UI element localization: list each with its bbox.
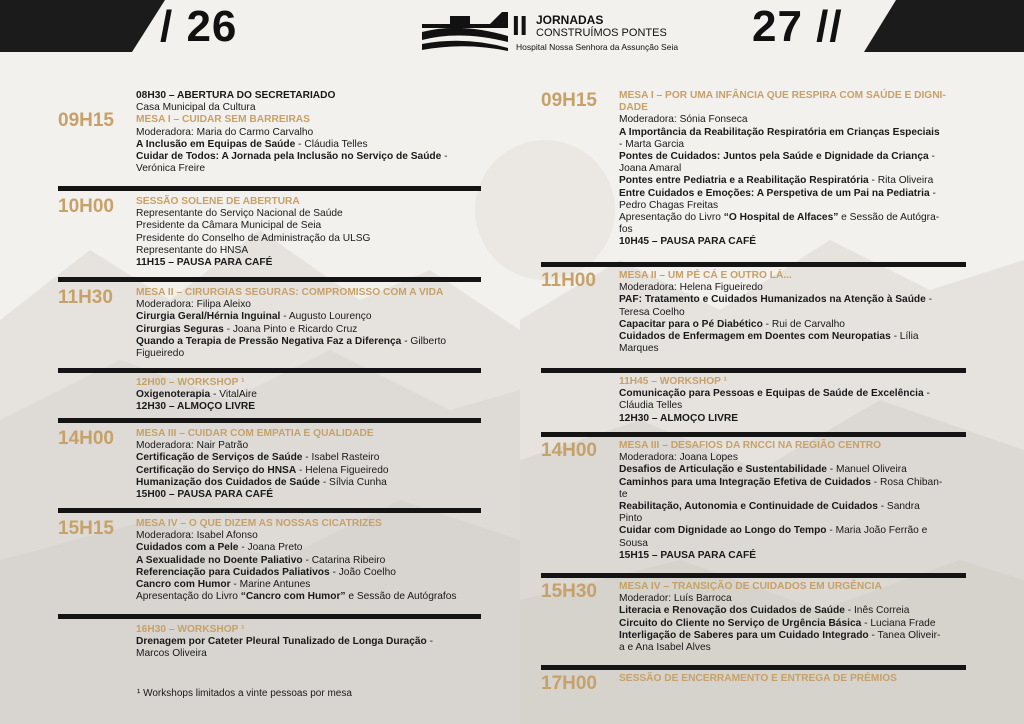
schedule-line: Figueiredo <box>136 348 185 360</box>
schedule-line: 12H00 – WORKSHOP ¹ <box>136 377 245 388</box>
schedule-line <box>136 389 480 401</box>
section-divider <box>541 573 966 578</box>
schedule-line: Moderadora: Helena Figueiredo <box>619 282 763 294</box>
schedule-line: 15H00 – PAUSA PARA CAFÉ <box>136 489 273 501</box>
schedule-line <box>136 477 480 489</box>
session-time: 17H00 <box>541 673 597 694</box>
talk-title: Cuidados de Enfermagem em Doentes com Neuropatias <box>619 331 891 343</box>
schedule-line: Moderadora: Joana Lopes <box>619 452 738 464</box>
schedule-line: Joana Amaral <box>619 163 682 175</box>
talk-speaker: - <box>441 151 448 163</box>
talk-title: A Sexualidade no Doente Paliativo <box>136 554 303 566</box>
session-time: 15H30 <box>541 581 597 602</box>
talk-title: PAF: Tratamento e Cuidados Humanizados na Atenção à Saúde <box>619 294 926 306</box>
event-logo <box>420 6 710 54</box>
talk-speaker: - João Coelho <box>329 566 396 578</box>
session-time: 11H00 <box>541 270 596 291</box>
talk-title: Referenciação para Cuidados Paliativos <box>136 566 330 578</box>
talk-speaker: - Joana Preto <box>238 542 303 554</box>
schedule-line: Verónica Freire <box>136 163 206 175</box>
talk-speaker: - Luciana Frade <box>861 617 936 629</box>
session-lines <box>136 196 480 269</box>
day-right: 27 // <box>752 2 843 51</box>
talk-title: A Importância da Reabilitação Respiratória em Crianças Especiais <box>619 126 940 138</box>
session-lines <box>619 440 965 562</box>
session-lines <box>136 90 480 175</box>
session-lines <box>619 673 965 685</box>
talk-title: Capacitar para o Pé Diabético <box>619 318 763 330</box>
schedule-line: Moderadora: Isabel Afonso <box>136 530 258 542</box>
schedule-line: 16H30 – WORKSHOP ¹ <box>136 624 245 635</box>
talk-title: Reabilitação, Autonomia e Continuidade de Cuidados <box>619 501 878 513</box>
schedule-line: Casa Municipal da Cultura <box>136 102 256 114</box>
talk-speaker: - Catarina Ribeiro <box>302 554 386 566</box>
schedule-line: 08H30 – ABERTURA DO SECRETARIADO <box>136 90 336 101</box>
talk-speaker: e Sessão de Autógrafos <box>345 591 457 603</box>
section-divider <box>58 614 481 619</box>
schedule-line <box>619 464 965 476</box>
talk-title: Cirurgia Geral/Hérnia Inguinal <box>136 311 281 323</box>
footnote: ¹ Workshops limitados a vinte pessoas por mesa <box>137 688 352 699</box>
talk-speaker: - Augusto Lourenço <box>280 311 372 323</box>
talk-speaker: - VitalAire <box>210 389 257 401</box>
header-band-right <box>864 0 1024 52</box>
schedule-line <box>619 127 965 139</box>
session-lines <box>619 581 965 654</box>
schedule-line <box>136 324 480 336</box>
section-divider <box>541 368 966 373</box>
talk-speaker: - Rita Oliveira <box>868 175 934 187</box>
schedule-line: SESSÃO DE ENCERRAMENTO E ENTREGA DE PRÉMIOS <box>619 673 897 684</box>
schedule-line <box>619 501 965 513</box>
session-lines <box>136 428 480 501</box>
talk-speaker: - Isabel Rasteiro <box>302 452 380 464</box>
schedule-line <box>619 630 965 642</box>
talk-title: Literacia e Renovação dos Cuidados de Saúde <box>619 605 845 617</box>
schedule-line: Representante do HNSA <box>136 244 249 256</box>
session-time: 09H15 <box>541 90 597 111</box>
schedule-line <box>136 555 480 567</box>
schedule-line: Representante do Serviço Nacional de Saúde <box>136 208 343 220</box>
schedule-line <box>619 212 965 224</box>
schedule-line: MESA IV – TRANSIÇÃO DE CUIDADOS EM URGÊNCIA <box>619 581 882 592</box>
talk-title: “O Hospital de Alfaces” <box>723 212 839 224</box>
schedule-line <box>136 567 480 579</box>
schedule-line <box>136 336 480 348</box>
schedule-line <box>136 579 480 591</box>
talk-title: Humanização dos Cuidados de Saúde <box>136 476 320 488</box>
talk-title: Cuidar com Dignidade ao Longo do Tempo <box>619 525 827 537</box>
session-time: 14H00 <box>58 428 114 449</box>
schedule-line <box>619 294 965 306</box>
talk-title: Caminhos para uma Integração Efetiva de Cuidados <box>619 476 871 488</box>
talk-speaker: - Joana Pinto e Ricardo Cruz <box>223 323 358 335</box>
talk-speaker: - Tanea Oliveir- <box>868 629 941 641</box>
session-lines <box>136 377 480 414</box>
schedule-line: Moderador: Luís Barroca <box>619 593 732 605</box>
schedule-line: Presidente da Câmara Municipal de Seia <box>136 220 322 232</box>
schedule-line <box>136 139 480 151</box>
section-divider <box>58 418 481 423</box>
line-prefix: Apresentação do Livro <box>136 591 241 603</box>
schedule-line <box>136 636 480 648</box>
talk-title: Quando a Terapia de Pressão Negativa Faz a Diferença <box>136 335 402 347</box>
talk-title: Cuidar de Todos: A Jornada pela Inclusão no Serviço de Saúde <box>136 151 442 163</box>
talk-title: Pontes entre Pediatria e a Reabilitação Respiratória <box>619 175 869 187</box>
talk-speaker: - Maria João Ferrão e <box>826 525 928 537</box>
talk-speaker: - Manuel Oliveira <box>826 464 907 476</box>
session-lines <box>136 287 480 360</box>
talk-speaker: - <box>925 294 933 306</box>
talk-title: Certificação de Serviços de Saúde <box>136 452 303 464</box>
schedule-line <box>136 452 480 464</box>
talk-title: Certificação do Serviço do HNSA <box>136 464 297 476</box>
session-time: 11H30 <box>58 287 113 308</box>
schedule-line <box>619 618 965 630</box>
logo-title: JORNADAS <box>536 13 604 27</box>
talk-speaker: e Sessão de Autógra- <box>838 212 940 224</box>
schedule-line: 11H15 – PAUSA PARA CAFÉ <box>136 257 273 269</box>
schedule-line: MESA III – CUIDAR COM EMPATIA E QUALIDADE <box>136 428 374 439</box>
schedule-line: MESA II – CIRURGIAS SEGURAS: COMPROMISSO COM A VIDA <box>136 287 444 298</box>
schedule-line: MESA III – DESAFIOS DA RNCCI NA REGIÃO CENTRO <box>619 440 882 451</box>
schedule-line <box>136 311 480 323</box>
logo-hospital: Hospital Nossa Senhora da Assunção Seia <box>516 42 679 52</box>
schedule-line <box>619 331 965 343</box>
section-divider <box>58 277 481 282</box>
talk-speaker: - Lília <box>890 331 919 343</box>
day-left: / 26 <box>160 2 238 51</box>
section-divider <box>541 665 966 670</box>
session-time: 10H00 <box>58 196 114 217</box>
talk-title: A Inclusão em Equipas de Saúde <box>136 138 296 150</box>
schedule-line: Sousa <box>619 537 648 549</box>
talk-title: Entre Cuidados e Emoções: A Perspetiva de um Pai na Pediatria <box>619 187 930 199</box>
bridge-logo-icon <box>420 6 510 52</box>
schedule-line: DADE <box>619 102 648 114</box>
schedule-line: 12H30 – ALMOÇO LIVRE <box>619 412 739 424</box>
talk-speaker: - Marine Antunes <box>230 579 311 591</box>
schedule-line: 15H15 – PAUSA PARA CAFÉ <box>619 549 756 561</box>
schedule-line <box>619 605 965 617</box>
talk-speaker: - <box>928 151 935 163</box>
talk-title: Comunicação para Pessoas e Equipas de Saúde de Excelência <box>619 388 924 400</box>
schedule-line: MESA II – UM PÉ CÁ E OUTRO LÁ... <box>619 270 792 281</box>
schedule-line: MESA I – POR UMA INFÂNCIA QUE RESPIRA COM SAÚDE E DIGNI- <box>619 90 946 101</box>
talk-title: Pontes de Cuidados: Juntos pela Saúde e Dignidade da Criança <box>619 151 929 163</box>
schedule-line: Marques <box>619 343 659 355</box>
header-band-left <box>0 0 165 52</box>
schedule-line: 12H30 – ALMOÇO LIVRE <box>136 401 256 413</box>
talk-title: Cirurgias Seguras <box>136 323 224 335</box>
session-lines <box>136 624 480 661</box>
section-divider <box>58 508 481 513</box>
section-divider <box>58 186 481 191</box>
talk-title: Cancro com Humor <box>136 579 231 591</box>
schedule-line: Presidente do Conselho de Administração da ULSG <box>136 232 371 244</box>
schedule-line <box>136 151 480 163</box>
talk-speaker: - Gilberto <box>401 335 447 347</box>
schedule-line <box>619 525 965 537</box>
talk-title: Oxigenoterapia <box>136 389 211 401</box>
talk-speaker: - <box>929 187 936 199</box>
schedule-line: te <box>619 488 628 500</box>
schedule-line: Moderadora: Nair Patrão <box>136 440 249 452</box>
schedule-line: MESA I – CUIDAR SEM BARREIRAS <box>136 114 310 126</box>
schedule-line: Pedro Chagas Freitas <box>619 199 719 211</box>
schedule-line: Moderadora: Filipa Aleixo <box>136 299 251 311</box>
session-time: 09H15 <box>58 110 114 132</box>
schedule-line <box>136 542 480 554</box>
talk-speaker: - Inês Correia <box>844 605 910 617</box>
section-divider <box>58 368 481 373</box>
talk-speaker: - Helena Figueiredo <box>296 464 389 476</box>
schedule-line <box>136 465 480 477</box>
schedule-line: fos <box>619 224 633 236</box>
talk-speaker: - Cláudia Telles <box>295 138 368 150</box>
talk-speaker: - Sílvia Cunha <box>319 476 387 488</box>
schedule-line: 11H45 – WORKSHOP ¹ <box>619 376 727 387</box>
section-divider <box>541 432 966 437</box>
schedule-line: Teresa Coelho <box>619 306 685 318</box>
schedule-line <box>619 151 965 163</box>
session-lines <box>619 270 965 355</box>
schedule-line <box>136 591 480 603</box>
schedule-line: MESA IV – O QUE DIZEM AS NOSSAS CICATRIZES <box>136 518 382 529</box>
session-lines <box>136 518 480 603</box>
talk-speaker: - Rosa Chiban- <box>870 476 943 488</box>
session-lines <box>619 90 965 249</box>
schedule-line <box>619 477 965 489</box>
line-prefix: Apresentação do Livro <box>619 212 724 224</box>
section-divider <box>541 262 966 267</box>
talk-title: Drenagem por Cateter Pleural Tunalizado de Longa Duração <box>136 636 427 648</box>
schedule-line: Marcos Oliveira <box>136 648 207 660</box>
talk-speaker: - Rui de Carvalho <box>762 318 845 330</box>
talk-title: Circuito do Cliente no Serviço de Urgência Básica <box>619 617 862 629</box>
talk-speaker: - Sandra <box>877 501 920 513</box>
logo-roman: II <box>512 10 528 41</box>
schedule-line: - Marta Garcia <box>619 138 685 150</box>
talk-title: Desafios de Articulação e Sustentabilidade <box>619 464 827 476</box>
schedule-line: Cláudia Telles <box>619 400 683 412</box>
schedule-line: Moderadora: Maria do Carmo Carvalho <box>136 126 314 138</box>
logo-subtitle: CONSTRUÍMOS PONTES <box>536 27 667 39</box>
session-lines <box>619 376 965 425</box>
talk-title: “Cancro com Humor” <box>240 591 346 603</box>
schedule-line <box>619 319 965 331</box>
session-time: 14H00 <box>541 440 597 461</box>
session-time: 15H15 <box>58 518 114 539</box>
talk-title: Cuidados com a Pele <box>136 542 239 554</box>
schedule-line <box>619 388 965 400</box>
schedule-line: Moderadora: Sónia Fonseca <box>619 114 748 126</box>
schedule-line <box>619 188 965 200</box>
schedule-line <box>619 175 965 187</box>
talk-speaker: - <box>923 388 930 400</box>
schedule-line: SESSÃO SOLENE DE ABERTURA <box>136 196 300 207</box>
schedule-line: Pinto <box>619 513 643 525</box>
talk-title: Interligação de Saberes para um Cuidado Integrado <box>619 629 869 641</box>
talk-speaker: - <box>426 636 434 648</box>
schedule-line: a e Ana Isabel Alves <box>619 642 711 654</box>
schedule-line: 10H45 – PAUSA PARA CAFÉ <box>619 236 756 248</box>
